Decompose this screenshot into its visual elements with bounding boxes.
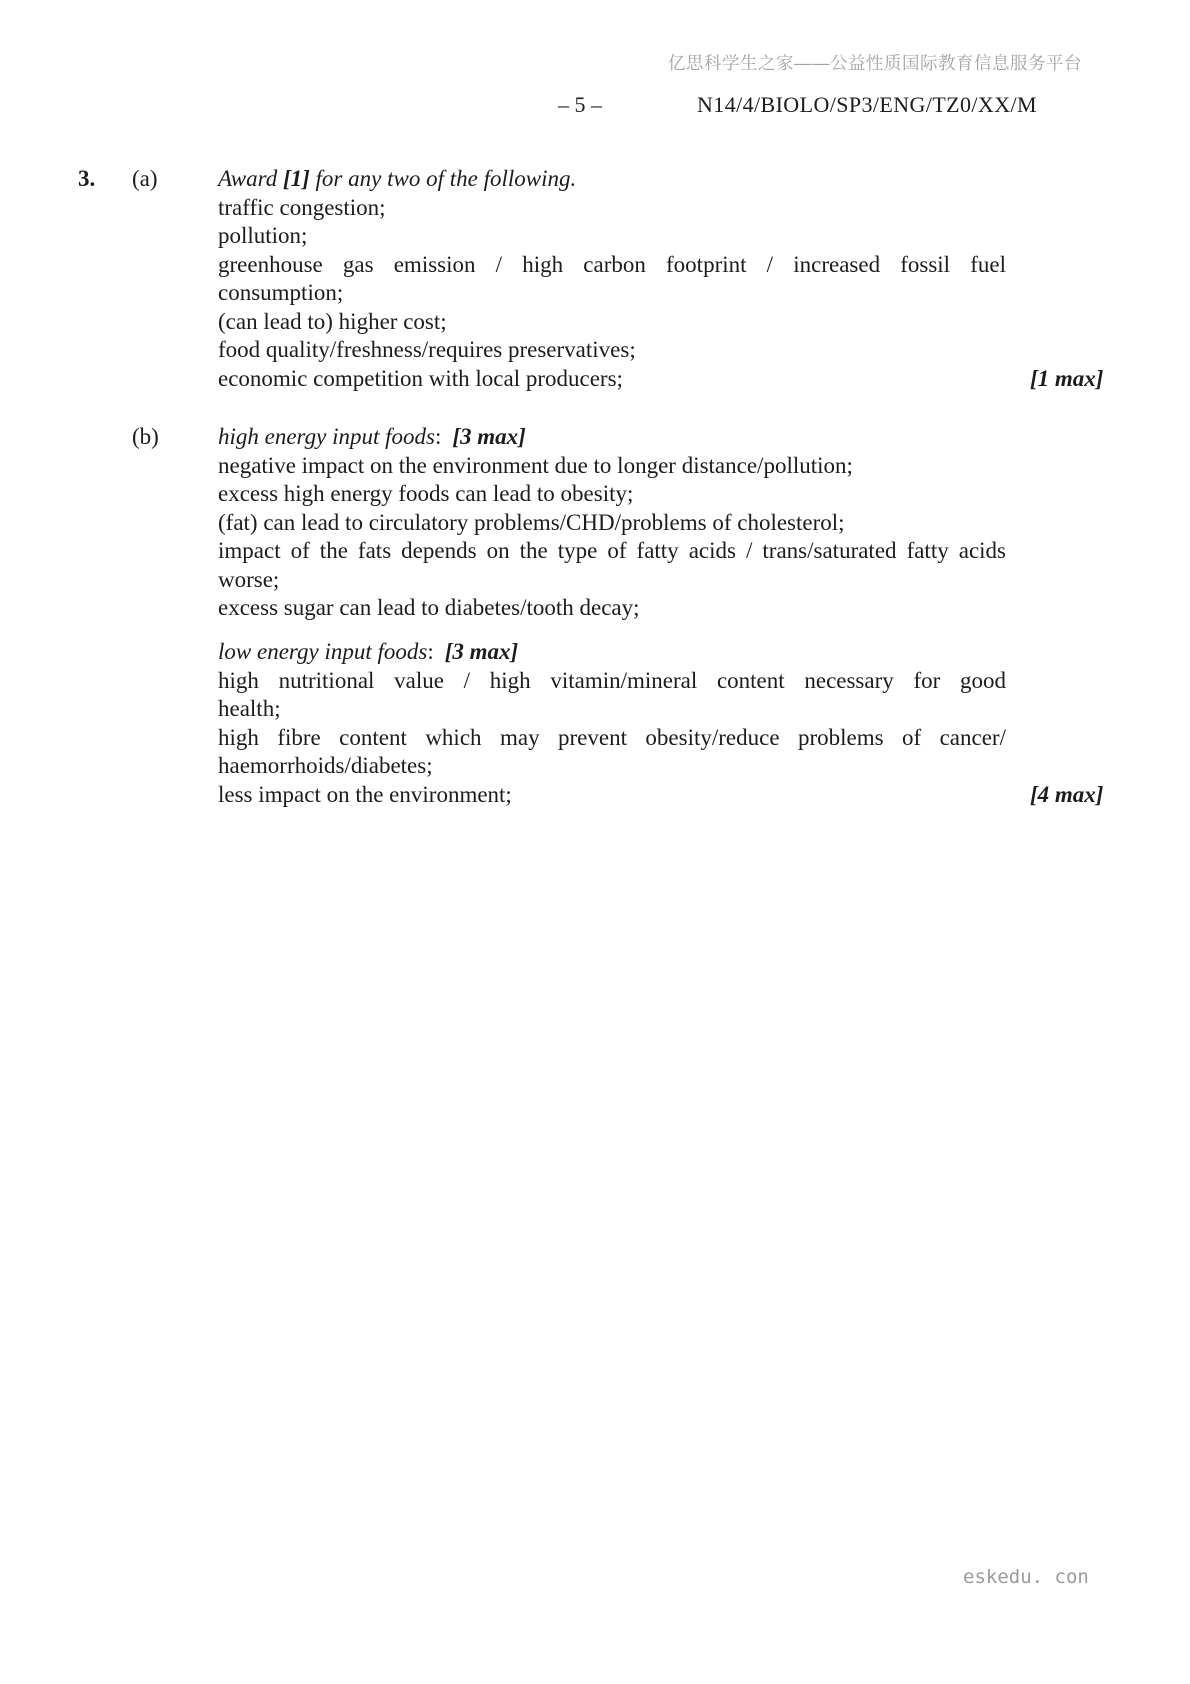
low-energy-marks: [3 max] (444, 639, 519, 664)
part-a-intro-pre: Award (218, 166, 283, 191)
part-a-last-line (218, 365, 1104, 394)
part-a-line-text: economic competition with local producers; (218, 365, 623, 391)
part-b-marks: [4 max] (1030, 781, 1104, 807)
part-b-last-line (218, 781, 1104, 810)
low-energy-line: haemorrhoids/diabetes; (218, 753, 433, 778)
part-a-intro-line (218, 165, 1006, 194)
high-energy-line: worse; (218, 566, 280, 592)
high-energy-heading-colon: : (434, 424, 442, 449)
part-a-line: food quality/freshness/requires preservatives; (218, 337, 636, 362)
site-banner: 亿思科学生之家——公益性质国际教育信息服务平台 (668, 53, 1082, 73)
high-energy-line: impact of the fats depends on the type of fatty acids / trans/saturated fatty acids (218, 538, 1006, 563)
low-energy-heading-colon: : (427, 639, 434, 664)
high-energy-heading-line (218, 423, 1006, 452)
answer-content (218, 165, 1105, 809)
part-a-line: pollution; (218, 223, 308, 248)
page-number: – 5 – (558, 92, 602, 117)
high-energy-marks: [3 max] (452, 424, 526, 449)
low-energy-line: high fibre content which may prevent obesity/reduce problems of cancer/ (218, 724, 1006, 750)
low-energy-line: health; (218, 696, 281, 721)
paragraph-gap (218, 623, 1105, 639)
part-a-marks: [1 max] (1030, 365, 1104, 391)
part-a-intro-mark: [1] (282, 166, 310, 191)
part-a-line: consumption; (218, 280, 344, 305)
paper-code: N14/4/BIOLO/SP3/ENG/TZ0/XX/M (697, 92, 1037, 117)
high-energy-line: (fat) can lead to circulatory problems/CHD/problems of cholesterol; (218, 509, 845, 535)
part-b-label: (b) (132, 424, 159, 449)
low-energy-heading-line (218, 638, 1006, 667)
low-energy-line: high nutritional value / high vitamin/mineral content necessary for good (218, 667, 1006, 693)
part-a-intro-post: for any two of the following. (309, 166, 577, 191)
part-a-line: greenhouse gas emission / high carbon footprint / increased fossil fuel (218, 251, 1006, 277)
part-a-label: (a) (132, 166, 158, 191)
part-a-line: traffic congestion; (218, 194, 386, 220)
high-energy-line: excess high energy foods can lead to obesity; (218, 481, 634, 506)
low-energy-heading: low energy input foods (218, 639, 428, 664)
low-energy-line-text: less impact on the environment; (218, 781, 512, 807)
high-energy-heading: high energy input foods (218, 424, 435, 449)
part-a-line: (can lead to) higher cost; (218, 308, 447, 334)
question-number: 3. (78, 166, 96, 191)
section-gap (218, 393, 1105, 423)
high-energy-line: excess sugar can lead to diabetes/tooth decay; (218, 595, 640, 620)
high-energy-line: negative impact on the environment due to longer distance/pollution; (218, 452, 853, 478)
watermark: eskedu. con (963, 1566, 1089, 1588)
